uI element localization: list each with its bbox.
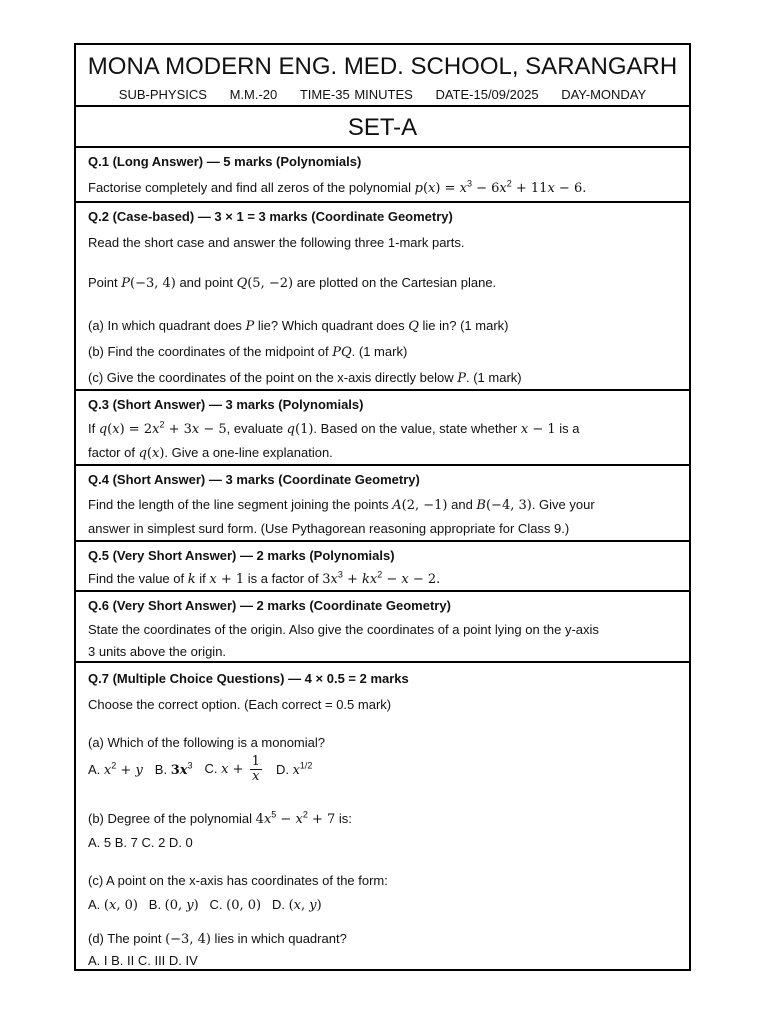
max-marks: M.M.-20	[229, 87, 278, 102]
question-1	[76, 148, 689, 203]
q2-part-b: (b) Find the coordinates of the midpoint of PQ. (1 mark)	[88, 344, 408, 360]
q1-heading: Q.1 (Long Answer) — 5 marks (Polynomials)	[88, 154, 362, 169]
question-3	[76, 391, 689, 466]
subject: SUB-PHYSICS	[118, 87, 207, 102]
q7-part-b-options: A. 5 B. 7 C. 2 D. 0	[88, 835, 193, 850]
q4-heading: Q.4 (Short Answer) — 3 marks (Coordinate Geometry)	[88, 472, 420, 487]
q3-text-2: factor of q(x). Give a one-line explanation.	[88, 445, 333, 461]
q2-part-a: (a) In which quadrant does P lie? Which quadrant does Q lie in? (1 mark)	[88, 318, 509, 334]
question-5	[76, 542, 689, 592]
q7-part-a-question: (a) Which of the following is a monomial?	[88, 735, 325, 750]
q7-intro: Choose the correct option. (Each correct = 0.5 mark)	[88, 697, 392, 712]
q7-part-a-options: A. $x^2 + y$ B. $3x^3$ C. x + $\frac{1}{x}$ D. $x^{1/2}$	[88, 754, 313, 784]
q7-part-c-question: (c) A point on the x-axis has coordinates of the form:	[88, 873, 388, 888]
set-label: SET-A	[347, 114, 418, 141]
question-7	[76, 663, 689, 969]
q7-part-c-options: A. (x, 0) B. (0, y) C. (0, 0) D. (x, y)	[88, 897, 322, 913]
q7-part-d-options: A. I B. II C. III D. IV	[88, 953, 198, 968]
q6-text-2: 3 units above the origin.	[88, 644, 227, 659]
set-section	[76, 107, 689, 148]
q4-text-2: answer in simplest surd form. (Use Pythagorean reasoning appropriate for Class 9.)	[88, 521, 570, 536]
q7-part-b-question: (b) Degree of the polynomial $4x^5 - x^2 + 7$ is:	[88, 809, 352, 827]
question-6	[76, 592, 689, 663]
duration: TIME-35 MINUTES	[299, 87, 413, 102]
q6-heading: Q.6 (Very Short Answer) — 2 marks (Coordinate Geometry)	[88, 598, 451, 613]
q4-text-1: Find the length of the line segment joining the points A(2, −1) and B(−4, 3). Give your	[88, 497, 595, 513]
question-2	[76, 203, 689, 391]
q2-case: Point P(−3, 4) and point Q(5, −2) are plotted on the Cartesian plane.	[88, 275, 497, 291]
q5-text: Find the value of k if x + 1 is a factor of $3x^3 + kx^2 - x - 2$.	[88, 569, 441, 587]
q5-heading: Q.5 (Very Short Answer) — 2 marks (Polynomials)	[88, 548, 395, 563]
q1-text: Factorise completely and find all zeros of the polynomial $p(x) = x^3 - 6x^2 + 11x - 6$.	[88, 178, 587, 196]
exam-date: DATE-15/09/2025	[435, 87, 539, 102]
question-4	[76, 466, 689, 542]
q2-intro: Read the short case and answer the following three 1-mark parts.	[88, 235, 465, 250]
exam-day: DAY-MONDAY	[561, 87, 647, 102]
q2-heading: Q.2 (Case-based) — 3 × 1 = 3 marks (Coordinate Geometry)	[88, 209, 453, 224]
exam-info	[76, 87, 689, 102]
school-name: MONA MODERN ENG. MED. SCHOOL, SARANGARH	[87, 53, 678, 80]
q3-text-1: If $q(x) = 2x^2 + 3x - 5$, evaluate q(1). Based on the value, state whether x − 1 is a	[88, 419, 580, 437]
q3-heading: Q.3 (Short Answer) — 3 marks (Polynomials)	[88, 397, 364, 412]
header-section	[76, 45, 689, 107]
question-paper	[74, 43, 691, 971]
q7-part-d-question: (d) The point (−3, 4) lies in which quadrant?	[88, 931, 347, 947]
q7-heading: Q.7 (Multiple Choice Questions) — 4 × 0.5 = 2 marks	[88, 671, 409, 686]
q2-part-c: (c) Give the coordinates of the point on the x-axis directly below P. (1 mark)	[88, 370, 522, 386]
q6-text-1: State the coordinates of the origin. Also give the coordinates of a point lying on the y-axis	[88, 622, 599, 637]
